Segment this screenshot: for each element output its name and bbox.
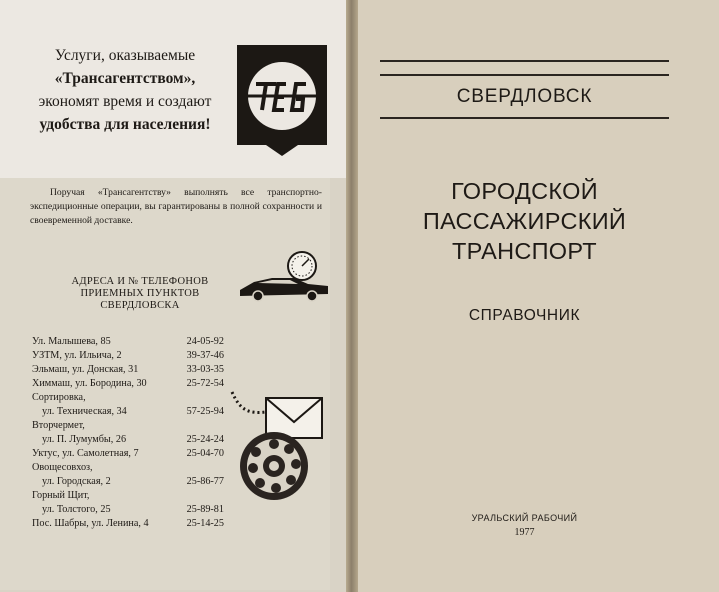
address-phone: 25-72-54 [186, 378, 224, 389]
address-name: Вторчермет, [32, 420, 85, 431]
address-name: Пос. Шабры, ул. Ленина, 4 [32, 518, 149, 529]
address-row [32, 504, 224, 517]
address-name: ул. Толстого, 25 [42, 504, 111, 515]
address-name: УЗТМ, ул. Ильича, 2 [32, 350, 122, 361]
promo-line-3: экономят время и создают [38, 93, 212, 110]
address-name: Химмаш, ул. Бородина, 30 [32, 378, 147, 389]
address-row [32, 406, 224, 419]
address-name: ул. Городская, 2 [42, 476, 111, 487]
promo-line-4: удобства для населения! [39, 116, 211, 133]
address-title-line-2: ПРИЕМНЫХ ПУНКТОВ [80, 288, 200, 299]
address-row [32, 518, 224, 531]
address-name: Уктус, ул. Самолетная, 7 [32, 448, 139, 459]
address-row [32, 420, 224, 433]
address-title-line-3: СВЕРДЛОВСКА [100, 300, 180, 311]
address-name: ул. П. Лумумбы, 26 [42, 434, 127, 445]
service-note: Поручая «Трансагентству» выполнять все транспортно-экспедиционные операции, вы гарантированы в полной сохранности и своевременной доставке. [30, 187, 322, 226]
address-row [32, 462, 224, 475]
address-phone: 57-25-94 [186, 406, 224, 417]
address-phone: 25-24-24 [186, 434, 224, 445]
transagentstvo-logo-icon [236, 44, 328, 156]
address-phone: 33-03-35 [186, 364, 224, 375]
publication-year: 1977 [514, 527, 535, 538]
address-row [32, 448, 224, 461]
address-phone: 25-86-77 [186, 476, 224, 487]
address-row [32, 336, 224, 349]
address-name: Эльмаш, ул. Донская, 31 [32, 364, 139, 375]
top-rule-2 [380, 74, 669, 76]
address-name: Овощесовхоз, [32, 462, 93, 473]
publisher-name: УРАЛЬСКИЙ РАБОЧИЙ [471, 513, 578, 523]
car-speedometer-icon [236, 250, 332, 306]
address-phone: 25-89-81 [186, 504, 224, 515]
address-row [32, 350, 224, 363]
promo-line-2: «Трансагентством», [54, 70, 196, 87]
top-rule-1 [380, 60, 669, 62]
address-row [32, 434, 224, 447]
address-phone: 25-14-25 [186, 518, 224, 529]
address-phone: 24-05-92 [186, 336, 224, 347]
address-row [32, 392, 224, 405]
address-title-line-1: АДРЕСА И № ТЕЛЕФОНОВ [71, 276, 209, 287]
address-list-title [40, 276, 240, 312]
title-line-2: ПАССАЖИРСКИЙ [422, 208, 627, 234]
address-name: Горный Щит, [32, 490, 90, 501]
book-subtitle: СПРАВОЧНИК [468, 307, 581, 324]
promo-slogan [20, 44, 230, 136]
address-row [32, 378, 224, 391]
address-name: Сортировка, [32, 392, 86, 403]
address-name: Ул. Малышева, 85 [32, 336, 111, 347]
address-row [32, 476, 224, 489]
city-name: СВЕРДЛОВСК [456, 86, 593, 107]
address-phone: 25-04-70 [186, 448, 224, 459]
address-row [32, 490, 224, 503]
title-line-1: ГОРОДСКОЙ [451, 178, 598, 204]
book-spine [346, 0, 358, 592]
book-title [380, 176, 669, 266]
address-row [32, 364, 224, 377]
address-name: ул. Техническая, 34 [42, 406, 127, 417]
rotary-phone-envelope-icon [226, 384, 330, 502]
title-line-3: ТРАНСПОРТ [452, 238, 597, 264]
top-rule-3 [380, 117, 669, 119]
left-page [0, 0, 352, 592]
promo-line-1: Услуги, оказываемые [54, 47, 196, 64]
address-phone: 39-37-46 [186, 350, 224, 361]
